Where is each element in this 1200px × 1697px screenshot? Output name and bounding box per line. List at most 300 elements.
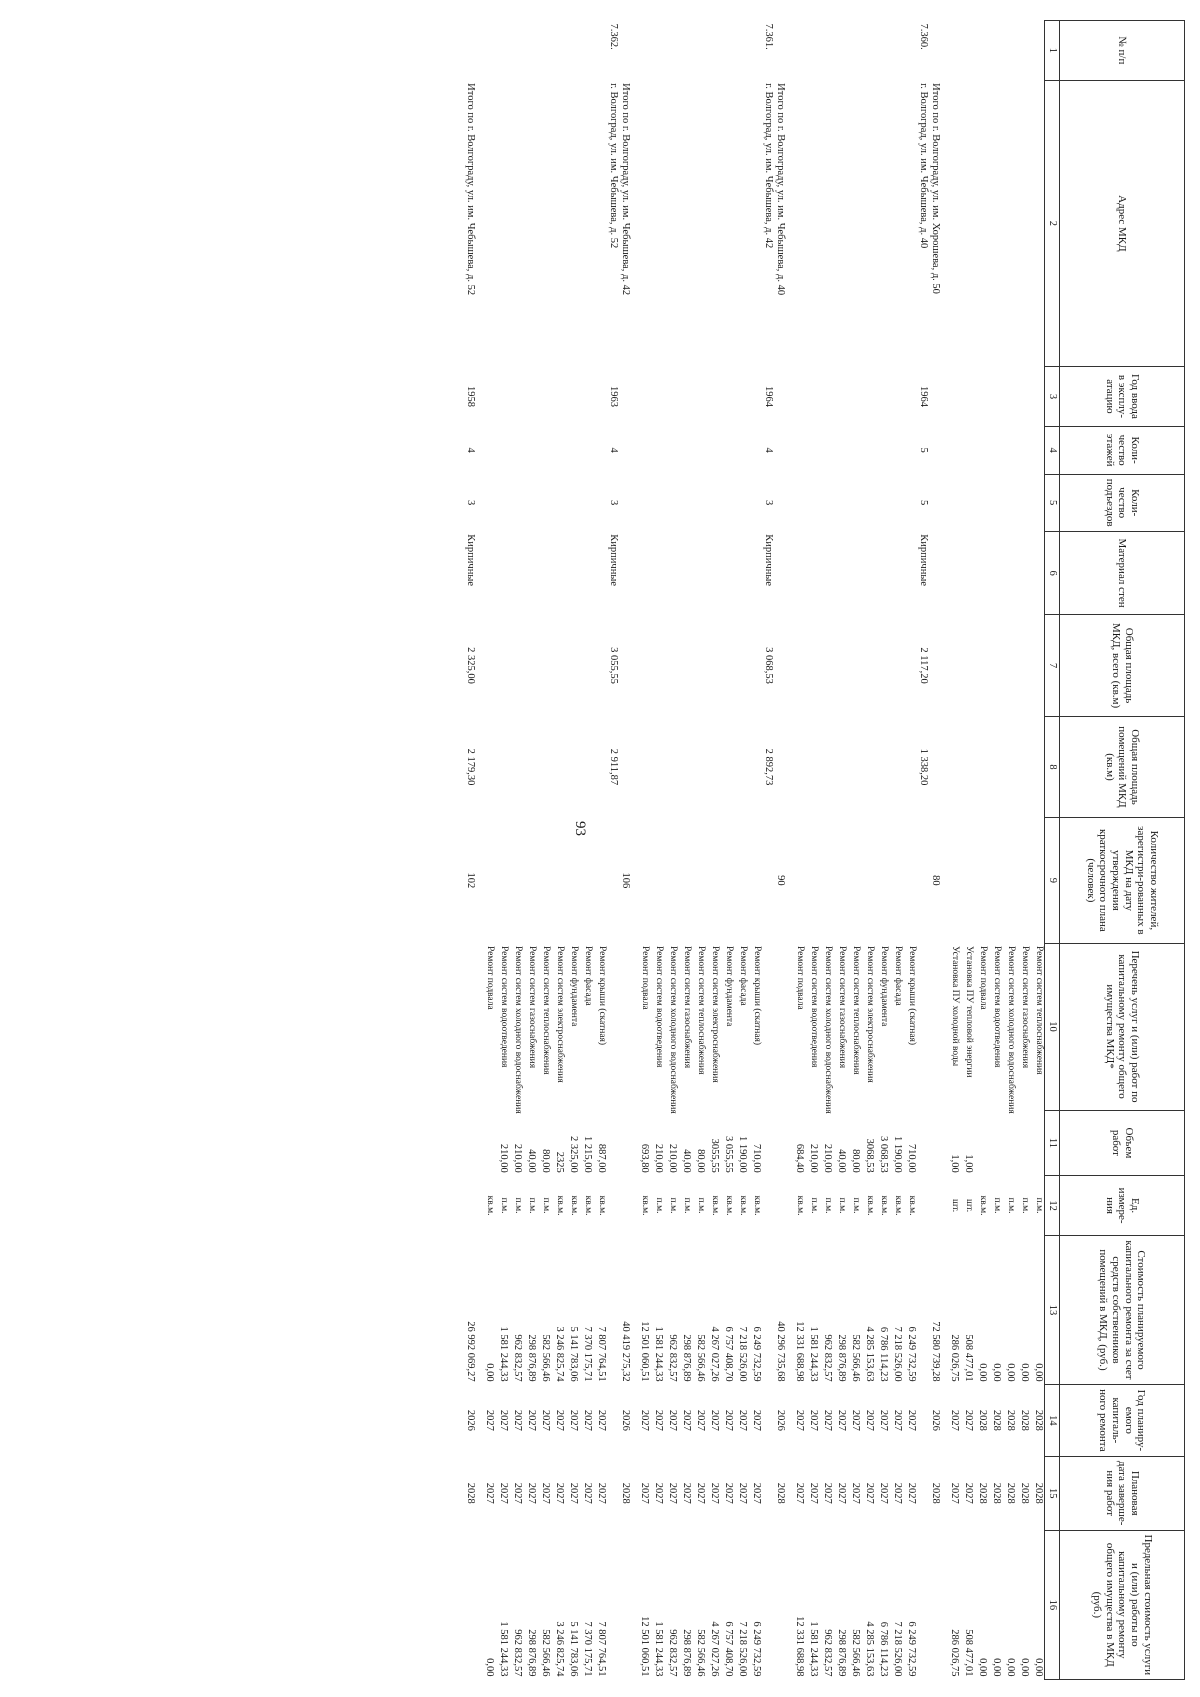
empty-cell (833, 615, 847, 716)
premises-area: 1 338,20 (917, 748, 929, 786)
empty-cell (607, 1176, 619, 1236)
empty-cell (974, 716, 988, 817)
empty-cell (720, 716, 734, 817)
empty-cell (593, 531, 607, 615)
work-row (847, 21, 861, 1680)
column-index-4: 4 (1045, 426, 1060, 474)
empty-cell (579, 80, 593, 366)
empty-cell (1030, 21, 1045, 81)
empty-cell (946, 367, 960, 427)
empty-cell (974, 426, 988, 474)
work-unit: кв.м. (723, 1195, 734, 1216)
work-unit: п.м. (695, 1197, 706, 1214)
empty-cell (974, 818, 988, 943)
empty-cell (593, 80, 607, 366)
empty-cell (1002, 716, 1016, 817)
empty-cell (481, 367, 495, 427)
empty-cell (523, 426, 537, 474)
work-row (1030, 21, 1045, 1680)
work-row (875, 21, 889, 1680)
empty-cell (833, 716, 847, 817)
work-unit: кв.м. (554, 1195, 565, 1216)
work-year: 2027 (963, 1409, 974, 1431)
empty-cell (593, 716, 607, 817)
empty-cell (650, 716, 664, 817)
work-year: 2027 (539, 1409, 551, 1431)
empty-cell (861, 426, 875, 474)
empty-cell (495, 474, 509, 531)
work-limit-cost: 0,00 (977, 1658, 988, 1677)
work-cost: 962 832,57 (511, 1334, 523, 1382)
empty-cell (847, 21, 861, 81)
empty-cell (1016, 367, 1030, 427)
empty-cell (917, 1530, 929, 1679)
empty-cell (650, 531, 664, 615)
work-unit: п.м. (526, 1197, 537, 1214)
work-limit-cost: 7 807 764,51 (595, 1621, 607, 1677)
total-residents: 80 (930, 875, 941, 886)
empty-cell (537, 80, 551, 366)
work-limit-cost: 7 370 175,71 (581, 1621, 593, 1677)
work-cost: 5 141 783,06 (567, 1326, 579, 1382)
empty-cell (706, 367, 720, 427)
empty-cell (664, 531, 678, 615)
empty-cell (889, 615, 903, 716)
empty-cell (974, 474, 988, 531)
empty-cell (805, 531, 819, 615)
work-row (805, 21, 819, 1680)
work-end-date: 2027 (750, 1482, 762, 1504)
work-year: 2027 (849, 1409, 861, 1431)
empty-cell (537, 818, 551, 943)
empty-cell (748, 21, 762, 81)
empty-cell (1016, 716, 1030, 817)
empty-cell (974, 531, 988, 615)
work-volume: 1 190,00 (891, 1135, 903, 1173)
empty-cell (664, 818, 678, 943)
column-index-1: 1 (1045, 21, 1060, 81)
year-built: 1964 (917, 385, 929, 407)
total-area: 3 068,53 (762, 647, 774, 684)
work-unit: кв.м. (639, 1195, 650, 1216)
empty-cell (774, 1530, 791, 1679)
empty-cell (1002, 21, 1016, 81)
empty-cell (748, 818, 762, 943)
header-col-10: Перечень услуг и (или) работ по капитальному ремонту общего имущества МКД* (1060, 943, 1185, 1110)
work-cost: 1 581 244,33 (652, 1326, 664, 1382)
total-row (929, 21, 946, 1680)
total-cost: 72 580 739,28 (930, 1321, 941, 1382)
work-year: 2027 (891, 1409, 903, 1431)
work-cost: 4 285 153,63 (863, 1326, 875, 1382)
empty-cell (734, 531, 748, 615)
work-cost: 6 757 408,70 (722, 1326, 734, 1382)
empty-cell (929, 1530, 946, 1679)
header-col-5: Коли-чество подъездов (1060, 474, 1185, 531)
work-row (960, 21, 974, 1680)
work-unit: п.м. (992, 1197, 1002, 1214)
empty-cell (748, 615, 762, 716)
empty-cell (791, 531, 805, 615)
empty-cell (774, 716, 791, 817)
work-unit: п.м. (1034, 1197, 1044, 1214)
empty-cell (847, 615, 861, 716)
work-year: 2027 (567, 1409, 579, 1431)
empty-cell (805, 21, 819, 81)
empty-cell (903, 615, 917, 716)
empty-cell (692, 531, 706, 615)
empty-cell (791, 426, 805, 474)
premises-area: 2 179,30 (464, 748, 476, 786)
empty-cell (988, 367, 1002, 427)
work-name: Ремонт систем холодного водоснабжения (667, 946, 678, 1114)
empty-cell (593, 818, 607, 943)
empty-cell (762, 818, 774, 943)
empty-cell (988, 474, 1002, 531)
empty-cell (619, 531, 636, 615)
building-row (917, 21, 929, 1680)
work-unit: кв.м. (978, 1195, 988, 1216)
empty-cell (762, 1176, 774, 1236)
empty-cell (903, 426, 917, 474)
work-volume: 80,00 (539, 1149, 551, 1173)
wall-material: Кирпичные (762, 534, 774, 587)
work-name: Ремонт фундамента (723, 946, 734, 1027)
empty-cell (664, 716, 678, 817)
work-cost: 3 246 825,74 (553, 1326, 565, 1382)
work-cost: 4 267 027,26 (708, 1326, 720, 1382)
column-index-12: 12 (1045, 1176, 1060, 1236)
empty-cell (551, 367, 565, 427)
item-number: 7.361. (762, 23, 774, 50)
empty-cell (593, 367, 607, 427)
empty-cell (523, 716, 537, 817)
empty-cell (481, 531, 495, 615)
empty-cell (1030, 367, 1045, 427)
work-unit: п.м. (653, 1197, 664, 1214)
empty-cell (664, 615, 678, 716)
empty-cell (579, 21, 593, 81)
work-end-date: 2027 (793, 1482, 805, 1504)
work-year: 2028 (1019, 1409, 1030, 1431)
wall-material: Кирпичные (607, 534, 619, 587)
building-address: г. Волгоград, ул. им. Чебышева, д. 42 (762, 83, 774, 249)
work-end-date: 2027 (666, 1482, 678, 1504)
empty-cell (579, 716, 593, 817)
empty-cell (748, 716, 762, 817)
work-row (819, 21, 833, 1680)
header-col-6: Материал стен (1060, 531, 1185, 615)
total-end-date: 2028 (930, 1482, 941, 1504)
work-cost: 0,00 (977, 1363, 988, 1382)
empty-cell (734, 80, 748, 366)
work-year: 2028 (991, 1409, 1002, 1431)
empty-cell (678, 531, 692, 615)
empty-cell (551, 716, 565, 817)
work-limit-cost: 0,00 (1005, 1658, 1016, 1677)
empty-cell (481, 716, 495, 817)
empty-cell (509, 80, 523, 366)
empty-cell (917, 1110, 929, 1176)
empty-cell (774, 1176, 791, 1236)
work-limit-cost: 6 249 732,59 (750, 1621, 762, 1677)
work-row (946, 21, 960, 1680)
empty-cell (551, 21, 565, 81)
work-limit-cost: 298 876,89 (680, 1629, 692, 1677)
empty-cell (861, 818, 875, 943)
work-limit-cost: 582 566,46 (539, 1629, 551, 1677)
empty-cell (875, 474, 889, 531)
empty-cell (464, 1110, 481, 1176)
work-name: Ремонт систем водоотведения (808, 946, 819, 1068)
empty-cell (805, 615, 819, 716)
total-label: Итого по г. Волгограду, ул. им. Хорошева, д. 50 (930, 83, 941, 294)
empty-cell (833, 367, 847, 427)
work-year: 2027 (666, 1409, 678, 1431)
empty-cell (678, 21, 692, 81)
work-name: Ремонт подвала (639, 946, 650, 1010)
work-unit: п.м. (1006, 1197, 1016, 1214)
empty-cell (607, 1385, 619, 1457)
empty-cell (650, 615, 664, 716)
work-row (1016, 21, 1030, 1680)
work-unit: п.м. (822, 1197, 833, 1214)
work-row (833, 21, 847, 1680)
work-row (664, 21, 678, 1680)
empty-cell (464, 21, 481, 81)
work-end-date: 2028 (991, 1482, 1002, 1504)
empty-cell (805, 426, 819, 474)
year-built: 1958 (464, 385, 476, 407)
empty-cell (762, 1110, 774, 1176)
work-row (650, 21, 664, 1680)
total-residents: 90 (774, 875, 786, 886)
work-name: Ремонт систем водоотведения (992, 946, 1002, 1068)
empty-cell (664, 21, 678, 81)
empty-cell (495, 367, 509, 427)
work-name: Ремонт фасада (737, 946, 748, 1006)
empty-cell (650, 21, 664, 81)
work-year: 2028 (1005, 1409, 1016, 1431)
year-built: 1964 (762, 385, 774, 407)
total-area: 2 325,00 (464, 647, 476, 684)
empty-cell (819, 474, 833, 531)
empty-cell (791, 818, 805, 943)
work-limit-cost: 12 331 688,98 (793, 1616, 805, 1677)
total-year: 2026 (774, 1409, 786, 1431)
work-name: Установка ПУ тепловой энергии (964, 946, 974, 1078)
empty-cell (706, 80, 720, 366)
header-col-4: Коли-чество этажей (1060, 426, 1185, 474)
empty-cell (929, 716, 946, 817)
empty-cell (650, 367, 664, 427)
work-end-date: 2027 (497, 1482, 509, 1504)
year-built: 1963 (607, 385, 619, 407)
header-col-12: Ед. измере-ния (1060, 1176, 1185, 1236)
empty-cell (1016, 615, 1030, 716)
total-row (619, 21, 636, 1680)
empty-cell (706, 818, 720, 943)
empty-cell (537, 716, 551, 817)
empty-cell (929, 943, 946, 1110)
work-unit: п.м. (512, 1197, 523, 1214)
empty-cell (974, 80, 988, 366)
empty-cell (946, 716, 960, 817)
empty-cell (678, 367, 692, 427)
empty-cell (734, 474, 748, 531)
work-cost: 1 581 244,33 (807, 1326, 819, 1382)
empty-cell (748, 474, 762, 531)
empty-cell (805, 367, 819, 427)
empty-cell (960, 426, 974, 474)
empty-cell (929, 367, 946, 427)
work-end-date: 2027 (949, 1482, 960, 1504)
empty-cell (734, 615, 748, 716)
work-cost: 6 249 732,59 (750, 1326, 762, 1382)
empty-cell (692, 367, 706, 427)
empty-cell (917, 1385, 929, 1457)
work-unit: кв.м. (709, 1195, 720, 1216)
empty-cell (678, 80, 692, 366)
empty-cell (875, 80, 889, 366)
empty-cell (875, 21, 889, 81)
work-end-date: 2027 (553, 1482, 565, 1504)
empty-cell (960, 531, 974, 615)
empty-cell (847, 474, 861, 531)
empty-cell (664, 474, 678, 531)
empty-cell (889, 80, 903, 366)
floors-count: 5 (917, 447, 929, 453)
empty-cell (509, 615, 523, 716)
empty-cell (774, 1110, 791, 1176)
empty-cell (650, 818, 664, 943)
empty-cell (1002, 426, 1016, 474)
empty-cell (692, 818, 706, 943)
empty-cell (889, 21, 903, 81)
empty-cell (791, 716, 805, 817)
empty-cell (734, 426, 748, 474)
empty-cell (593, 474, 607, 531)
empty-cell (791, 367, 805, 427)
column-index-16: 16 (1045, 1530, 1060, 1679)
empty-cell (650, 80, 664, 366)
work-cost: 7 218 526,00 (736, 1326, 748, 1382)
column-index-14: 14 (1045, 1385, 1060, 1457)
empty-cell (805, 80, 819, 366)
work-row (593, 21, 607, 1680)
work-volume: 210,00 (497, 1143, 509, 1173)
work-end-date: 2027 (694, 1482, 706, 1504)
work-name: Ремонт систем холодного водоснабжения (1006, 946, 1016, 1114)
header-col-7: Общая площадь МКД, всего (кв.м) (1060, 615, 1185, 716)
work-year: 2027 (680, 1409, 692, 1431)
empty-cell (619, 943, 636, 1110)
empty-cell (509, 426, 523, 474)
empty-cell (607, 943, 619, 1110)
entrances-count: 3 (464, 500, 476, 506)
empty-cell (791, 80, 805, 366)
empty-cell (889, 474, 903, 531)
empty-cell (650, 426, 664, 474)
work-end-date: 2027 (525, 1482, 537, 1504)
empty-cell (551, 818, 565, 943)
empty-cell (692, 21, 706, 81)
work-unit: п.м. (850, 1197, 861, 1214)
work-end-date: 2027 (567, 1482, 579, 1504)
empty-cell (537, 367, 551, 427)
empty-cell (692, 80, 706, 366)
capital-repair-table (464, 20, 1185, 1680)
total-label: Итого по г. Волгограду, ул. им. Чебышева, д. 52 (464, 83, 476, 296)
empty-cell (678, 615, 692, 716)
empty-cell (988, 531, 1002, 615)
empty-cell (833, 426, 847, 474)
work-name: Ремонт систем газоснабжения (526, 946, 537, 1069)
work-limit-cost: 0,00 (991, 1658, 1002, 1677)
empty-cell (509, 818, 523, 943)
empty-cell (819, 426, 833, 474)
column-index-5: 5 (1045, 474, 1060, 531)
empty-cell (1030, 818, 1045, 943)
work-name: Ремонт крыши (скатная) (751, 946, 762, 1046)
work-end-date: 2027 (835, 1482, 847, 1504)
empty-cell (734, 21, 748, 81)
work-limit-cost: 286 026,75 (949, 1629, 960, 1677)
work-row (509, 21, 523, 1680)
empty-cell (960, 80, 974, 366)
empty-cell (833, 531, 847, 615)
work-unit: кв.м. (484, 1195, 495, 1216)
empty-cell (579, 426, 593, 474)
empty-cell (929, 474, 946, 531)
work-end-date: 2027 (821, 1482, 833, 1504)
premises-area: 2 911,87 (607, 748, 619, 786)
empty-cell (774, 426, 791, 474)
work-name: Ремонт систем газоснабжения (836, 946, 847, 1069)
empty-cell (847, 531, 861, 615)
work-end-date: 2027 (539, 1482, 551, 1504)
header-col-11: Объем работ (1060, 1110, 1185, 1176)
empty-cell (1030, 426, 1045, 474)
empty-cell (565, 21, 579, 81)
work-end-date: 2027 (680, 1482, 692, 1504)
empty-cell (833, 80, 847, 366)
work-unit: кв.м. (892, 1195, 903, 1216)
work-name: Ремонт систем электроснабжения (709, 946, 720, 1083)
work-cost: 582 566,46 (539, 1334, 551, 1382)
work-volume: 40,00 (680, 1149, 692, 1173)
empty-cell (1016, 426, 1030, 474)
empty-cell (678, 716, 692, 817)
empty-cell (889, 531, 903, 615)
empty-cell (551, 80, 565, 366)
work-cost: 0,00 (1005, 1363, 1016, 1382)
header-col-14: Год планиру-емого капиталь-ного ремонта (1060, 1385, 1185, 1457)
work-year: 2027 (793, 1409, 805, 1431)
total-end-date: 2028 (464, 1482, 476, 1504)
empty-cell (774, 367, 791, 427)
empty-cell (523, 615, 537, 716)
floors-count: 4 (762, 447, 774, 453)
work-year: 2028 (1033, 1409, 1044, 1431)
empty-cell (974, 367, 988, 427)
empty-cell (917, 943, 929, 1110)
total-area: 3 055,55 (607, 647, 619, 684)
empty-cell (988, 426, 1002, 474)
page-number: 93 (572, 821, 588, 836)
empty-cell (720, 615, 734, 716)
empty-cell (929, 615, 946, 716)
